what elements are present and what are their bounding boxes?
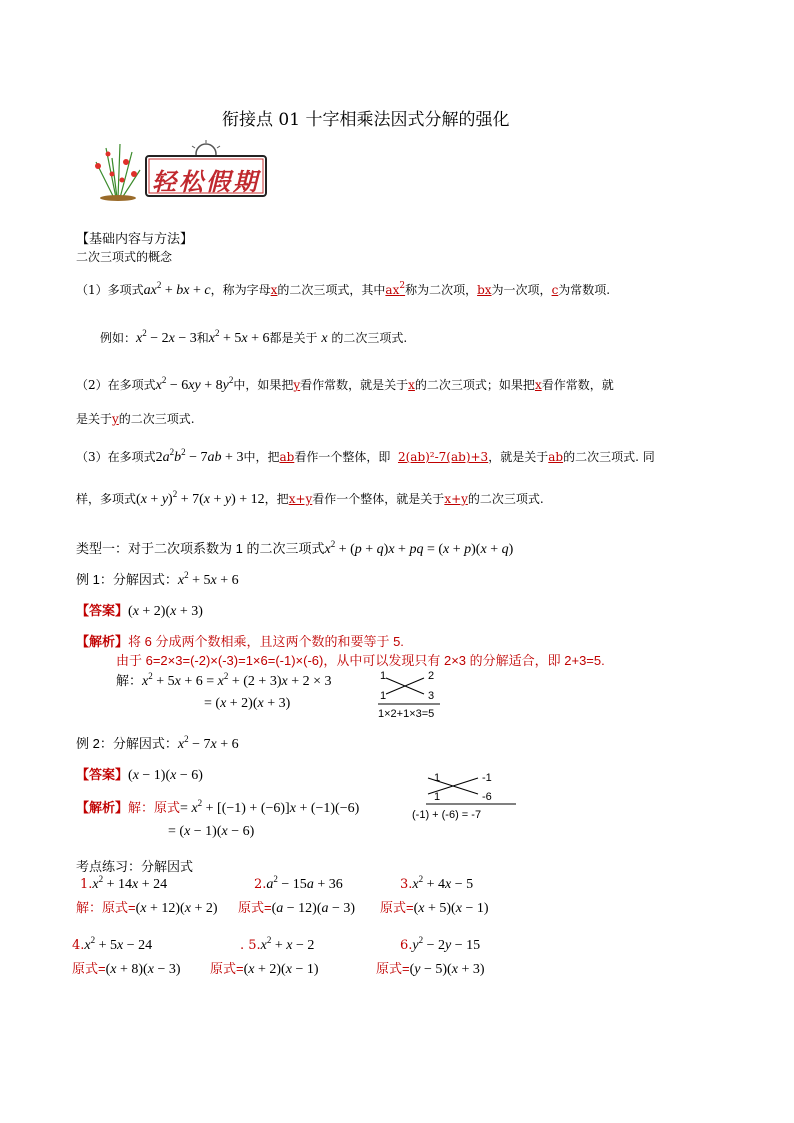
p1-text: 为常数项. [558, 283, 611, 297]
p1-answer-x: x [270, 283, 278, 297]
p1-text: ，称为字母 [210, 283, 271, 297]
paragraph-1 [76, 281, 610, 299]
p3-answer-xy2: x+y [444, 492, 468, 506]
practice-row-1 [76, 874, 716, 917]
p1-answer-ax2: $ax^2$ [385, 281, 406, 297]
p3-text: 中，把 [243, 450, 280, 464]
p3-formula: $2a^2b^2 - 7ab + 3$ [155, 447, 244, 465]
ex2-cross-diagram [412, 772, 532, 826]
practice-q4: $4.x^2 + 5x - 24$ [72, 935, 153, 953]
ex1-solution-line-1: $x^2 + 5x + 6 = x^2 + (2 + 3)x + 2 \times 3$ [142, 671, 332, 689]
ex2-answer-formula: (x − 1)(x − 6) [128, 768, 203, 783]
practice-row-2 [72, 935, 712, 978]
example-formula-1: $x^2 - 2x - 3$ [136, 328, 197, 346]
cross-top-left: 1 [380, 670, 387, 682]
ex1-formula: $x^2 + 5x + 6$ [177, 570, 239, 588]
practice-q1: $1.x^2 + 14x + 24$ [80, 874, 168, 892]
p2-text: 的二次三项式；如果把 [414, 378, 535, 392]
ex2-solution-line-2: = (x − 1)(x − 6) [168, 824, 255, 839]
p2-text: 的二次三项式. [118, 412, 195, 426]
ex2-label: 例 2：分解因式： [76, 736, 178, 751]
p2-text: 看作常数，就 [541, 378, 614, 392]
p3-answer-expr: 2(ab)²-7(ab)+3 [397, 450, 489, 464]
ex2-answer [76, 764, 203, 784]
p3-answer-xy: x+y [288, 492, 313, 506]
type1-heading [76, 538, 513, 558]
type1-formula: $x^2 + (p + q)x$ + pq = (x + p)(x + q) [324, 539, 514, 557]
cross-top-left: 1 [434, 772, 441, 784]
concept-title: 二次三项式的概念 [76, 250, 173, 264]
cross-bottom-right: 3 [428, 690, 435, 702]
practice-a2: 原式=(a − 12)(a − 3) [238, 900, 356, 916]
cross-top-right: 2 [428, 670, 435, 682]
p3-text: 的二次三项式. [467, 492, 544, 506]
practice-a1: 解：原式=(x + 12)(x + 2) [76, 900, 218, 916]
practice-a4: 原式=(x + 8)(x − 3) [72, 961, 181, 977]
p3-text: （3）在多项式 [76, 450, 156, 464]
example-text: 和 [196, 331, 209, 345]
example-x: x [321, 331, 328, 346]
practice-a6: 原式=(y − 5)(x + 3) [376, 961, 485, 977]
practice-title: 考点练习：分解因式 [76, 859, 194, 874]
cross-bottom-right: -6 [482, 791, 492, 803]
ex1-question [76, 569, 239, 589]
example-text: 都是关于 [269, 331, 318, 345]
ex2-solve-label: 解：原式 [128, 800, 181, 815]
ex1-analysis-2: 由于 6=2×3=(-2)×(-3)=1×6=(-1)×(-6)，从中可以发现只有 2×3 的分解适合，即 2+3=5. [116, 653, 605, 668]
p3-text: 看作一个整体，即 [294, 450, 391, 464]
p3-answer-ab: ab [279, 450, 295, 464]
example-text: 例如： [100, 331, 137, 345]
ex1-analysis-1: 将 6 分成两个数相乘，且这两个数的和要等于 5. [128, 634, 404, 649]
paragraph-2 [76, 376, 614, 394]
ex2-formula: $x^2 - 7x + 6$ [177, 734, 239, 752]
p2-text: 看作常数，就是关于 [300, 378, 409, 392]
p3-text: 的二次三项式. 同 [563, 450, 655, 464]
p1-text: （1）多项式 [76, 283, 144, 297]
solve-label: 解： [116, 673, 143, 688]
p1-answer-c: c [551, 283, 559, 297]
example-formula-2: $x^2 + 5x + 6$ [208, 328, 270, 346]
practice-a5: 原式=(x + 2)(x − 1) [210, 961, 319, 977]
p3-text: ，就是关于 [488, 450, 549, 464]
p1-text: 称为二次项， [405, 283, 478, 297]
p2-answer-y2: y [112, 412, 119, 426]
practice-q2: $2.a^2 - 15a + 36$ [254, 874, 343, 892]
analysis-tag: 【解析】 [76, 634, 129, 649]
p3-text: ，把 [264, 492, 289, 506]
ex1-label: 例 1：分解因式： [76, 572, 178, 587]
cross-bottom-left: 1 [434, 791, 441, 803]
holiday-banner [86, 140, 276, 202]
page-title: 衔接点 01 十字相乘法因式分解的强化 [222, 110, 510, 130]
ex2-analysis [76, 797, 359, 843]
p1-formula: $ax^2$ + bx + c [143, 280, 211, 298]
p2-text: （2）在多项式 [76, 378, 156, 392]
practice-q6: $6.y^2 - 2y - 15$ [400, 935, 481, 953]
example-line [100, 329, 407, 347]
ex1-analysis [76, 631, 404, 650]
analysis-tag: 【解析】 [76, 800, 129, 815]
answer-tag: 【答案】 [76, 767, 129, 782]
p1-text: 的二次三项式，其中 [277, 283, 386, 297]
practice-q3: $3.x^2 + 4x - 5$ [400, 874, 474, 892]
paragraph-3-cont [76, 490, 544, 508]
p1-text: 为一次项， [491, 283, 552, 297]
ex1-solution-line-2: = (x + 2)(x + 3) [204, 696, 291, 711]
ex1-answer-formula: (x + 2)(x + 3) [128, 604, 203, 619]
type1-text: 类型一：对于二次项系数为 1 的二次三项式 [76, 541, 325, 556]
cross-bottom-left: 1 [380, 690, 387, 702]
practice-a3: 原式=(x + 5)(x − 1) [380, 900, 489, 916]
p2-answer-y: y [293, 378, 301, 392]
example-text: 的二次三项式. [331, 331, 408, 345]
ex1-answer [76, 600, 203, 620]
p3-text: 看作一个整体，就是关于 [312, 492, 445, 506]
p2-text: 是关于 [76, 412, 113, 426]
p2-text: 中，如果把 [233, 378, 294, 392]
section-header: 【基础内容与方法】 [76, 231, 194, 246]
ex1-solution [116, 670, 332, 715]
p3-formula-2: $(x + y)^2 + 7(x + y) + 12$ [136, 489, 265, 507]
ex1-cross-diagram [376, 670, 466, 724]
p1-answer-bx: bx [477, 283, 492, 297]
cross-sum: (-1) + (-6) = -7 [412, 809, 482, 821]
practice-q5: . $5.x^2 + x - 2$ [240, 935, 315, 953]
ex2-solution-line-1: = $x^2 + [(-1) + (-6)]x + (-1)(-6)$ [180, 798, 360, 816]
answer-tag: 【答案】 [76, 603, 129, 618]
p2-answer-x: x [408, 378, 415, 392]
p2-answer-x2: x [534, 378, 542, 392]
p3-text: 样，多项式 [76, 492, 137, 506]
ex2-question [76, 733, 239, 753]
p2-formula: $x^2 - 6xy + 8y^2$ [155, 375, 234, 393]
banner-text: 轻松假期 [152, 167, 260, 196]
cross-sum: 1×2+1×3=5 [378, 708, 435, 720]
paragraph-3 [76, 448, 655, 466]
paragraph-2-cont [76, 410, 195, 427]
p3-answer-ab2: ab [548, 450, 564, 464]
cross-top-right: -1 [482, 772, 492, 784]
